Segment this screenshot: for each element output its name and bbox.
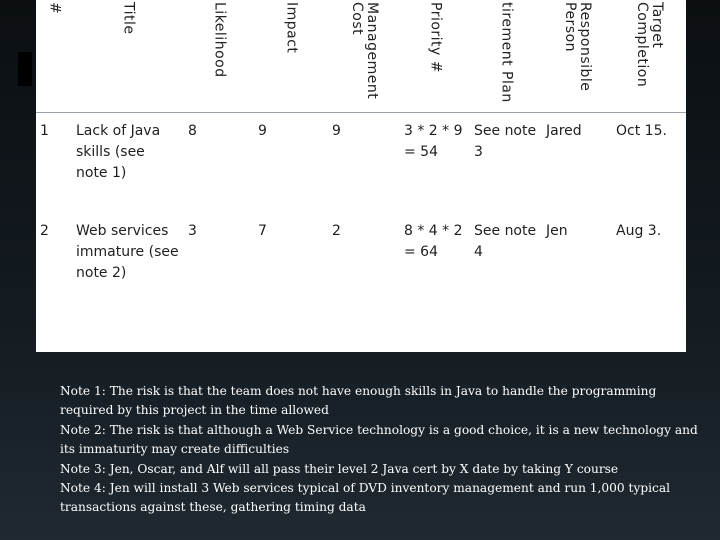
header-label: Priority # (427, 2, 444, 74)
cell-number: 1 (40, 123, 49, 139)
slide-bullet-marker (18, 52, 32, 86)
cell-impact: 7 (258, 223, 267, 239)
header-number (36, 0, 72, 113)
cell-priority: 8 * 4 * 2 = 64 (404, 223, 463, 260)
cell-retirement-plan: See note 3 (474, 123, 537, 160)
cell-retirement-plan: See note 4 (474, 223, 537, 260)
header-label: Management Cost (349, 2, 380, 100)
cell-impact: 9 (258, 123, 267, 139)
header-title (72, 0, 184, 113)
table-header-row (36, 0, 686, 113)
cell-target-completion: Oct 15. (616, 123, 667, 139)
notes-block (60, 382, 710, 518)
header-label: Impact (283, 2, 300, 54)
table-row (36, 113, 686, 214)
note-2: Note 2: The risk is that although a Web Service technology is a good choice, it is a new technology and its immaturity may create difficulties (60, 422, 698, 457)
header-likelihood (184, 0, 254, 113)
cell-likelihood: 3 (188, 223, 197, 239)
cell-responsible-person: Jen (546, 223, 568, 239)
table-row (36, 213, 686, 369)
header-retirement-plan (470, 0, 542, 113)
header-management-cost (328, 0, 400, 113)
cell-priority: 3 * 2 * 9 = 54 (404, 123, 463, 160)
cell-management-cost: 2 (332, 223, 341, 239)
cell-number: 2 (40, 223, 49, 239)
note-4: Note 4: Jen will install 3 Web services typical of DVD inventory management and run 1,000 typical transactions against these, gathering timing data (60, 481, 671, 515)
note-1: Note 1: The risk is that the team does not have enough skills in Java to handle the programming required by this project in the time allowed (60, 384, 657, 418)
header-label: # (46, 2, 63, 15)
cell-target-completion: Aug 3. (616, 223, 662, 239)
header-priority (400, 0, 470, 113)
header-responsible-person (542, 0, 612, 113)
cell-management-cost: 9 (332, 123, 341, 139)
header-label: Likelihood (211, 2, 228, 78)
cell-likelihood: 8 (188, 123, 197, 139)
header-target-completion (612, 0, 686, 113)
cell-responsible-person: Jared (546, 123, 582, 139)
header-label: tirement Plan (498, 2, 515, 103)
header-label: Title (120, 2, 137, 35)
note-3: Note 3: Jen, Oscar, and Alf will all pass their level 2 Java cert by X date by taking Y course (60, 461, 619, 476)
risk-table-container (36, 0, 686, 352)
header-impact (254, 0, 328, 113)
header-label: Responsible Person (562, 2, 593, 92)
risk-table (36, 0, 686, 369)
cell-title: Lack of Java skills (see note 1) (76, 123, 161, 181)
cell-title: Web services immature (see note 2) (76, 223, 179, 281)
header-label: Target Completion (634, 2, 665, 88)
